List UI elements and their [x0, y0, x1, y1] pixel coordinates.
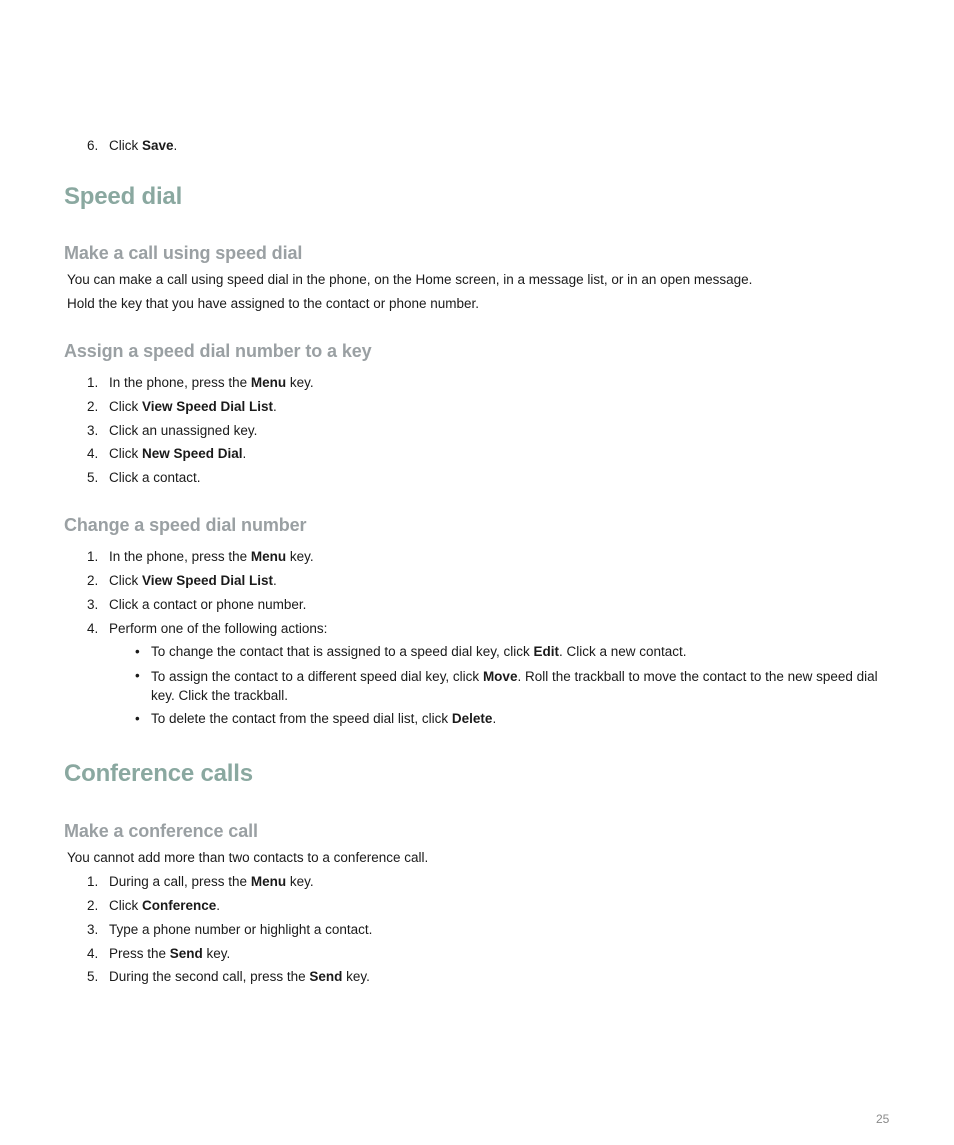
- bullet-glyph: •: [135, 644, 140, 659]
- step-text: Click a contact.: [109, 470, 201, 485]
- step-bold-term: Send: [309, 969, 343, 984]
- section-heading-conference: Conference calls: [64, 760, 253, 787]
- subheading-change: Change a speed dial number: [64, 515, 307, 535]
- bullet-bold-term: Delete: [451, 711, 493, 726]
- step-text: During a call, press the: [109, 874, 251, 889]
- step-text: Click: [109, 399, 142, 414]
- bullet-text-end: . Roll the trackball to move the contact to the new speed dial key. Click the trackball.: [151, 669, 878, 703]
- list-item: [87, 620, 327, 638]
- step-number: 5.: [87, 969, 99, 984]
- paragraph: Hold the key that you have assigned to the contact or phone number.: [67, 296, 480, 311]
- step-text-end: key.: [342, 969, 370, 984]
- bullet-text-end: . Click a new contact.: [558, 644, 687, 659]
- bullet-glyph: •: [135, 668, 140, 683]
- step-number: 2.: [87, 898, 99, 913]
- list-item: [87, 968, 370, 986]
- step-number: 3.: [87, 423, 99, 438]
- step-bold-term: View Speed Dial List: [142, 573, 274, 588]
- step-text-end: key.: [286, 375, 314, 390]
- step-text-end: key.: [286, 549, 314, 564]
- step-text-end: .: [273, 399, 277, 414]
- step-text: Click a contact or phone number.: [109, 597, 307, 612]
- step-number: 4.: [87, 446, 99, 461]
- list-item: [87, 469, 201, 487]
- bullet-item: [135, 710, 496, 728]
- step-number: 1.: [87, 874, 99, 889]
- subheading-make-call: Make a call using speed dial: [64, 243, 303, 263]
- bullet-glyph: •: [135, 711, 140, 726]
- step-text: In the phone, press the: [109, 375, 251, 390]
- step-number: 4.: [87, 621, 99, 636]
- subheading-assign: Assign a speed dial number to a key: [64, 341, 372, 361]
- list-item: [87, 137, 177, 155]
- step-text-end: key.: [202, 946, 231, 961]
- step-number: 2.: [87, 399, 99, 414]
- step-text: In the phone, press the: [109, 549, 251, 564]
- list-item: [87, 897, 220, 915]
- step-text: Press the: [109, 946, 170, 961]
- step-bold-term: New Speed Dial: [142, 446, 243, 461]
- bullet-bold-term: Edit: [533, 644, 559, 659]
- step-bold-term: Menu: [250, 549, 287, 564]
- step-number: 3.: [87, 922, 99, 937]
- step-number: 3.: [87, 597, 99, 612]
- step-text-end: .: [173, 138, 178, 153]
- section-heading-speed-dial: Speed dial: [64, 183, 183, 210]
- step-bold-term: Menu: [250, 874, 287, 889]
- page-number: 25: [876, 1112, 890, 1126]
- step-bold-term: Conference: [142, 898, 217, 913]
- step-bold-term: Save: [142, 138, 174, 153]
- step-bold-term: View Speed Dial List: [142, 399, 274, 414]
- step-text: Click: [109, 898, 142, 913]
- list-item: [87, 572, 277, 590]
- step-text: Type a phone number or highlight a contact.: [109, 922, 373, 937]
- step-number: 1.: [87, 549, 99, 564]
- step-text-end: .: [216, 898, 221, 913]
- list-item: [87, 374, 314, 392]
- bullet-item: [135, 667, 895, 705]
- step-bold-term: Send: [169, 946, 203, 961]
- list-item: [87, 548, 314, 566]
- step-text: Click an unassigned key.: [109, 423, 258, 438]
- bullet-bold-term: Move: [482, 669, 518, 684]
- step-text: Click: [109, 138, 142, 153]
- step-text: Click: [109, 573, 142, 588]
- step-bold-term: Menu: [250, 375, 287, 390]
- paragraph: You cannot add more than two contacts to a conference call.: [67, 850, 429, 865]
- subheading-make-conference: Make a conference call: [64, 821, 258, 841]
- bullet-text-end: .: [492, 711, 497, 726]
- bullet-item: [135, 643, 687, 661]
- step-number: 1.: [87, 375, 99, 390]
- step-text: During the second call, press the: [109, 969, 310, 984]
- list-item: [87, 422, 257, 440]
- step-text-end: key.: [286, 874, 314, 889]
- step-number: 6.: [87, 138, 99, 153]
- paragraph: You can make a call using speed dial in the phone, on the Home screen, in a message list, or in an open message.: [67, 272, 753, 287]
- list-item: [87, 445, 246, 463]
- step-text-end: .: [242, 446, 247, 461]
- step-text: Perform one of the following actions:: [109, 621, 328, 636]
- list-item: [87, 596, 306, 614]
- step-number: 5.: [87, 470, 99, 485]
- step-text: Click: [109, 446, 142, 461]
- list-item: [87, 398, 277, 416]
- step-number: 2.: [87, 573, 99, 588]
- list-item: [87, 945, 230, 963]
- bullet-text: To change the contact that is assigned to a speed dial key, click: [151, 644, 534, 659]
- list-item: [87, 873, 314, 891]
- bullet-text: To delete the contact from the speed dial list, click: [151, 711, 452, 726]
- step-text-end: .: [273, 573, 277, 588]
- bullet-text: To assign the contact to a different speed dial key, click: [151, 669, 483, 684]
- list-item: [87, 921, 372, 939]
- step-number: 4.: [87, 946, 99, 961]
